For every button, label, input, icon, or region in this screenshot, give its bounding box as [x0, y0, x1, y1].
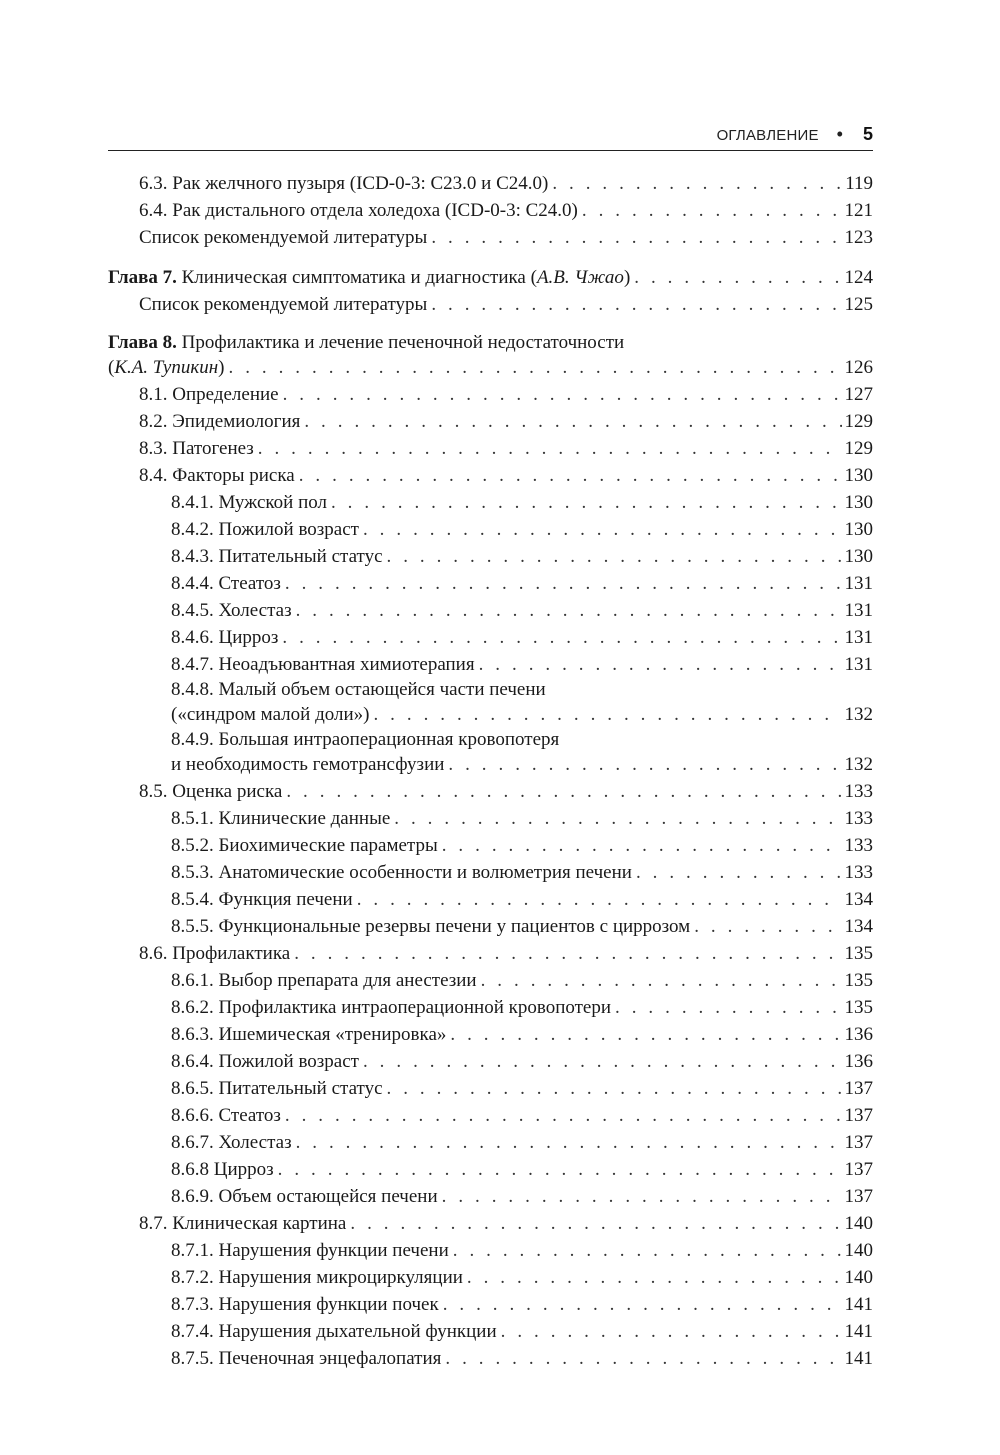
- dot-leader: [373, 701, 841, 728]
- entry-text: [171, 651, 475, 678]
- entry-page: 129: [844, 411, 873, 432]
- entry-number: 8.6.2.: [171, 997, 214, 1018]
- dot-leader: [283, 381, 842, 408]
- entry-page: 136: [844, 1051, 873, 1072]
- entry-title: Функция печени: [218, 889, 353, 910]
- dot-leader: [296, 1129, 842, 1156]
- toc-line: [139, 778, 873, 805]
- toc-line: [171, 1156, 873, 1183]
- toc-entry[interactable]: [108, 859, 873, 886]
- entry-text: [139, 291, 427, 318]
- dot-leader: [258, 435, 842, 462]
- entry-title: Профилактика интраоперационной кровопотери: [218, 997, 612, 1018]
- entry-page: 133: [844, 835, 873, 856]
- entry-text: [171, 1264, 463, 1291]
- entry-number: 8.7.1.: [171, 1240, 214, 1261]
- toc-line: [139, 381, 873, 408]
- entry-number: 8.4.6.: [171, 627, 214, 648]
- toc-entry[interactable]: [108, 1021, 873, 1048]
- toc-line: [139, 1210, 873, 1237]
- chapter-author: К.А. Тупикин: [114, 357, 219, 378]
- dot-leader: [357, 886, 842, 913]
- dot-leader: [431, 291, 841, 318]
- toc-entry[interactable]: [108, 940, 873, 967]
- dot-leader: [442, 832, 842, 859]
- entry-page: 134: [844, 889, 873, 910]
- entry-title: Большая интраоперационная кровопотеря: [218, 729, 560, 750]
- entry-title: Объем остающейся печени: [218, 1186, 438, 1207]
- entry-number: 8.7.5.: [171, 1348, 214, 1369]
- toc-entry[interactable]: [108, 435, 873, 462]
- entry-page: 137: [844, 1159, 873, 1180]
- toc-line: [108, 264, 873, 291]
- toc-line: [171, 994, 873, 1021]
- entry-text: [171, 624, 278, 651]
- toc-entry[interactable]: [108, 1102, 873, 1129]
- entry-page: 133: [844, 781, 873, 802]
- entry-text: [171, 1237, 449, 1264]
- toc-entry[interactable]: [108, 1237, 873, 1264]
- entry-title: Питательный статус: [218, 546, 383, 567]
- entry-title: Нарушения микроциркуляции: [218, 1267, 463, 1288]
- toc-line: [171, 651, 873, 678]
- entry-title: Ишемическая «тренировка»: [218, 1024, 447, 1045]
- entry-title: Биохимические параметры: [218, 835, 438, 856]
- toc-entry[interactable]: [108, 1264, 873, 1291]
- toc-line: [139, 291, 873, 318]
- toc-line: [139, 940, 873, 967]
- entry-title: Питательный статус: [218, 1078, 383, 1099]
- entry-text: [171, 805, 390, 832]
- entry-number: 8.4.4.: [171, 573, 214, 594]
- toc-line: [171, 1021, 873, 1048]
- entry-text: [171, 832, 438, 859]
- entry-text: [171, 597, 292, 624]
- dot-leader: [387, 543, 842, 570]
- toc-line: [171, 1345, 873, 1372]
- entry-page: 130: [844, 492, 873, 513]
- toc-entry[interactable]: [108, 224, 873, 251]
- toc-entry[interactable]: [108, 1318, 873, 1345]
- entry-page: 124: [844, 267, 873, 288]
- entry-title: Нарушения функции почек: [218, 1294, 439, 1315]
- entry-text: [171, 1075, 383, 1102]
- entry-text: [139, 197, 578, 224]
- entry-number: 8.5.2.: [171, 835, 214, 856]
- toc-entry[interactable]: [108, 408, 873, 435]
- entry-page: 137: [844, 1105, 873, 1126]
- entry-text: [171, 543, 383, 570]
- entry-text: [171, 1318, 497, 1345]
- entry-text: [171, 1345, 441, 1372]
- toc-entry[interactable]: [108, 1345, 873, 1372]
- entry-text: [171, 570, 281, 597]
- entry-number: 8.6.9.: [171, 1186, 214, 1207]
- entry-text: [171, 489, 327, 516]
- entry-page: 135: [844, 997, 873, 1018]
- header-right: [717, 124, 873, 145]
- toc-line: [139, 462, 873, 489]
- toc-entry[interactable]: [108, 913, 873, 940]
- entry-text: [171, 1102, 281, 1129]
- chapter-label: Глава 7.: [108, 267, 177, 288]
- entry-title: Нарушения функции печени: [218, 1240, 449, 1261]
- entry-page: 140: [844, 1240, 873, 1261]
- dot-leader: [552, 170, 842, 197]
- dot-leader: [615, 994, 841, 1021]
- dot-leader: [331, 489, 842, 516]
- entry-number: 8.7.3.: [171, 1294, 214, 1315]
- dot-leader: [694, 913, 841, 940]
- entry-text: [171, 1183, 438, 1210]
- dot-leader: [431, 224, 841, 251]
- entry-page: 125: [844, 294, 873, 315]
- running-title: ОГЛАВЛЕНИЕ: [716, 127, 819, 144]
- toc-line: [171, 1318, 873, 1345]
- entry-text: Глава 7. Клиническая симптоматика и диагностика (А.В. Чжао): [108, 267, 631, 288]
- entry-number: 6.4.: [139, 200, 168, 221]
- author-wrap: (К.А. Тупикин): [108, 357, 225, 378]
- entry-text: [171, 994, 611, 1021]
- toc-entry[interactable]: [108, 1048, 873, 1075]
- dot-leader: [445, 1345, 841, 1372]
- entry-text: [139, 1210, 346, 1237]
- entry-title: Профилактика и лечение печеночной недостаточности: [181, 332, 625, 353]
- dot-leader: [229, 354, 842, 381]
- entry-text: [139, 170, 548, 197]
- entry-number: 8.6.5.: [171, 1078, 214, 1099]
- dot-leader: [282, 624, 841, 651]
- toc-entry[interactable]: [108, 728, 873, 778]
- toc-entry[interactable]: [108, 1291, 873, 1318]
- entry-page: 133: [844, 808, 873, 829]
- entry-number: 8.4.1.: [171, 492, 214, 513]
- entry-number: 8.7.2.: [171, 1267, 214, 1288]
- entry-page: 130: [844, 465, 873, 486]
- toc-entry[interactable]: [108, 994, 873, 1021]
- entry-text: [139, 224, 427, 251]
- dot-leader: [501, 1318, 842, 1345]
- dot-leader: [278, 1156, 842, 1183]
- dot-leader: [453, 1237, 842, 1264]
- toc-line: [171, 913, 873, 940]
- toc-line: [171, 1075, 873, 1102]
- entry-title: Клиническая картина: [172, 1213, 347, 1234]
- entry-title: Список рекомендуемой литературы: [139, 294, 428, 315]
- toc-entry[interactable]: [108, 516, 873, 543]
- dot-leader: [299, 462, 842, 489]
- entry-page: 135: [844, 970, 873, 991]
- entry-title: Рак дистального отдела холедоха (ICD-0-3: С24.0): [172, 200, 578, 221]
- dot-leader: [294, 940, 841, 967]
- entry-title: Цирроз: [213, 1159, 274, 1180]
- toc-entry[interactable]: [108, 1129, 873, 1156]
- entry-number: 8.5.1.: [171, 808, 214, 829]
- toc-line-last: [171, 701, 873, 728]
- chapter-author: А.В. Чжао: [536, 267, 624, 288]
- entry-page: 131: [844, 600, 873, 621]
- toc-entry[interactable]: [108, 462, 873, 489]
- page-number: 5: [862, 124, 873, 144]
- toc-line-last: [108, 354, 873, 381]
- entry-page: 131: [844, 654, 873, 675]
- toc-entry[interactable]: [108, 170, 873, 197]
- entry-title-continued: и необходимость гемотрансфузии: [171, 754, 445, 775]
- entry-number: 8.4.2.: [171, 519, 214, 540]
- toc-entry[interactable]: [108, 678, 873, 728]
- bullet-icon: •: [836, 124, 843, 144]
- entry-number: 8.5.3.: [171, 862, 214, 883]
- entry-text: [171, 1291, 439, 1318]
- entry-page: 140: [844, 1213, 873, 1234]
- entry-text: [139, 408, 300, 435]
- entry-page: 141: [844, 1348, 873, 1369]
- toc-line: [171, 967, 873, 994]
- entry-number: 6.3.: [139, 173, 168, 194]
- toc-entry[interactable]: [108, 651, 873, 678]
- entry-number: 8.6.6.: [171, 1105, 214, 1126]
- entry-number: 8.5.5.: [171, 916, 214, 937]
- entry-page: 130: [844, 519, 873, 540]
- toc-entry[interactable]: [108, 291, 873, 318]
- entry-title: Функциональные резервы печени у пациентов с циррозом: [218, 916, 691, 937]
- entry-text: [171, 1129, 292, 1156]
- entry-number: 8.6.8: [171, 1159, 209, 1180]
- entry-page: 131: [844, 573, 873, 594]
- toc-line: [171, 832, 873, 859]
- entry-page: 137: [844, 1132, 873, 1153]
- entry-title: Стеатоз: [218, 1105, 281, 1126]
- toc-line: [171, 1237, 873, 1264]
- entry-title: Неоадъювантная химиотерапия: [218, 654, 475, 675]
- toc-entry[interactable]: [108, 832, 873, 859]
- dot-leader: [285, 1102, 842, 1129]
- entry-page: 131: [844, 627, 873, 648]
- toc-line: [139, 435, 873, 462]
- toc-entry[interactable]: [108, 489, 873, 516]
- entry-number: 8.4.7.: [171, 654, 214, 675]
- toc-line: [171, 1264, 873, 1291]
- dot-leader: [363, 516, 842, 543]
- entry-title: Нарушения дыхательной функции: [218, 1321, 497, 1342]
- entry-text: [171, 1048, 359, 1075]
- toc-line-first: [108, 331, 873, 354]
- toc-line: [171, 624, 873, 651]
- toc-entry[interactable]: [108, 570, 873, 597]
- dot-leader: [448, 751, 841, 778]
- entry-number: 8.7.4.: [171, 1321, 214, 1342]
- entry-title: Выбор препарата для анестезии: [218, 970, 477, 991]
- entry-text: [171, 1156, 274, 1183]
- toc-line: [171, 543, 873, 570]
- table-of-contents: [108, 170, 873, 1372]
- entry-title: Патогенез: [172, 438, 254, 459]
- dot-leader: [450, 1021, 841, 1048]
- entry-page: 126: [844, 357, 873, 378]
- entry-title: Печеночная энцефалопатия: [218, 1348, 442, 1369]
- toc-entry[interactable]: [108, 1210, 873, 1237]
- dot-leader: [442, 1183, 842, 1210]
- dot-leader: [286, 778, 841, 805]
- dot-leader: [350, 1210, 841, 1237]
- entry-text: [139, 381, 279, 408]
- dot-leader: [582, 197, 842, 224]
- toc-line: [139, 170, 873, 197]
- entry-number: 8.6.1.: [171, 970, 214, 991]
- entry-number: 8.4.3.: [171, 546, 214, 567]
- toc-line: [171, 1129, 873, 1156]
- entry-number: 8.1.: [139, 384, 168, 405]
- entry-number: 8.5.: [139, 781, 168, 802]
- toc-line-last: [171, 751, 873, 778]
- entry-text: [171, 859, 632, 886]
- entry-number: 8.4.5.: [171, 600, 214, 621]
- entry-title: Клиническая симптоматика и диагностика: [181, 267, 526, 288]
- dot-leader: [467, 1264, 842, 1291]
- entry-page: 129: [844, 438, 873, 459]
- toc-line: [139, 408, 873, 435]
- toc-entry[interactable]: [108, 381, 873, 408]
- dot-leader: [285, 570, 842, 597]
- entry-title: Профилактика: [172, 943, 291, 964]
- entry-title: Факторы риска: [172, 465, 295, 486]
- entry-number: 8.6.3.: [171, 1024, 214, 1045]
- toc-line-first: [171, 678, 873, 701]
- entry-page: 127: [844, 384, 873, 405]
- entry-number: 8.6.: [139, 943, 168, 964]
- entry-number: 8.4.8.: [171, 679, 214, 700]
- dot-leader: [443, 1291, 842, 1318]
- entry-page: 136: [844, 1024, 873, 1045]
- entry-text: [171, 886, 353, 913]
- dot-leader: [394, 805, 841, 832]
- toc-line: [171, 1102, 873, 1129]
- entry-number: 8.2.: [139, 411, 168, 432]
- dot-leader: [636, 859, 842, 886]
- toc-line: [171, 1048, 873, 1075]
- entry-number: 8.3.: [139, 438, 168, 459]
- chapter-label: Глава 8.: [108, 332, 177, 353]
- entry-page: 119: [845, 173, 873, 194]
- dot-leader: [304, 408, 841, 435]
- entry-title: Пожилой возраст: [218, 519, 359, 540]
- toc-entry[interactable]: [108, 1075, 873, 1102]
- entry-text: [139, 462, 295, 489]
- dot-leader: [634, 264, 841, 291]
- entry-title: Цирроз: [218, 627, 279, 648]
- entry-title: Пожилой возраст: [218, 1051, 359, 1072]
- entry-text: [171, 1021, 446, 1048]
- entry-page: 141: [844, 1321, 873, 1342]
- entry-page: 133: [844, 862, 873, 883]
- toc-entry[interactable]: [108, 597, 873, 624]
- entry-title: Холестаз: [218, 1132, 292, 1153]
- entry-title: Анатомические особенности и волюметрия печени: [218, 862, 632, 883]
- entry-text: [139, 940, 290, 967]
- entry-page: 140: [844, 1267, 873, 1288]
- entry-page: 137: [844, 1078, 873, 1099]
- entry-text: [171, 516, 359, 543]
- entry-title: Список рекомендуемой литературы: [139, 227, 428, 248]
- entry-page: 134: [844, 916, 873, 937]
- toc-line: [171, 597, 873, 624]
- toc-entry[interactable]: [108, 805, 873, 832]
- entry-page: 135: [844, 943, 873, 964]
- toc-chapter-entry[interactable]: [108, 264, 873, 291]
- entry-text: [139, 778, 282, 805]
- entry-text: [139, 435, 254, 462]
- entry-page: 130: [844, 546, 873, 567]
- toc-line: [171, 805, 873, 832]
- toc-line: [171, 886, 873, 913]
- entry-text: [171, 967, 477, 994]
- entry-text: [171, 913, 690, 940]
- entry-title: Оценка риска: [172, 781, 283, 802]
- toc-line: [171, 570, 873, 597]
- entry-number: 8.6.7.: [171, 1132, 214, 1153]
- entry-page: 121: [844, 200, 873, 221]
- toc-entry[interactable]: [108, 1156, 873, 1183]
- toc-entry[interactable]: [108, 624, 873, 651]
- entry-title: Рак желчного пузыря (ICD-0-3: С23.0 и С24.0): [172, 173, 549, 194]
- toc-line: [171, 1291, 873, 1318]
- dot-leader: [296, 597, 842, 624]
- entry-number: 8.7.: [139, 1213, 168, 1234]
- toc-line: [171, 859, 873, 886]
- entry-title: Определение: [172, 384, 279, 405]
- entry-page: 137: [844, 1186, 873, 1207]
- toc-entry[interactable]: [108, 197, 873, 224]
- entry-title: Клинические данные: [218, 808, 391, 829]
- page-header: [108, 124, 873, 151]
- entry-page: 132: [844, 704, 873, 725]
- toc-line: [171, 1183, 873, 1210]
- entry-number: 8.4.9.: [171, 729, 214, 750]
- toc-entry[interactable]: [108, 543, 873, 570]
- toc-chapter-entry[interactable]: [108, 331, 873, 381]
- toc-entry[interactable]: [108, 967, 873, 994]
- entry-title: Эпидемиология: [172, 411, 301, 432]
- toc-line: [139, 224, 873, 251]
- toc-line: [171, 516, 873, 543]
- dot-leader: [387, 1075, 842, 1102]
- entry-title: Мужской пол: [218, 492, 327, 513]
- entry-page: 123: [844, 227, 873, 248]
- entry-title: Холестаз: [218, 600, 292, 621]
- toc-entry[interactable]: [108, 886, 873, 913]
- toc-entry[interactable]: [108, 1183, 873, 1210]
- entry-number: 8.5.4.: [171, 889, 214, 910]
- toc-line: [171, 489, 873, 516]
- dot-leader: [363, 1048, 842, 1075]
- toc-entry[interactable]: [108, 778, 873, 805]
- entry-page: 132: [844, 754, 873, 775]
- entry-title-continued: («синдром малой доли»): [171, 704, 370, 725]
- entry-title: Малый объем остающейся части печени: [218, 679, 546, 700]
- toc-line: [139, 197, 873, 224]
- toc-line-first: [171, 728, 873, 751]
- entry-number: 8.4.: [139, 465, 168, 486]
- dot-leader: [481, 967, 842, 994]
- entry-number: 8.6.4.: [171, 1051, 214, 1072]
- dot-leader: [479, 651, 842, 678]
- entry-title: Стеатоз: [218, 573, 281, 594]
- entry-page: 141: [844, 1294, 873, 1315]
